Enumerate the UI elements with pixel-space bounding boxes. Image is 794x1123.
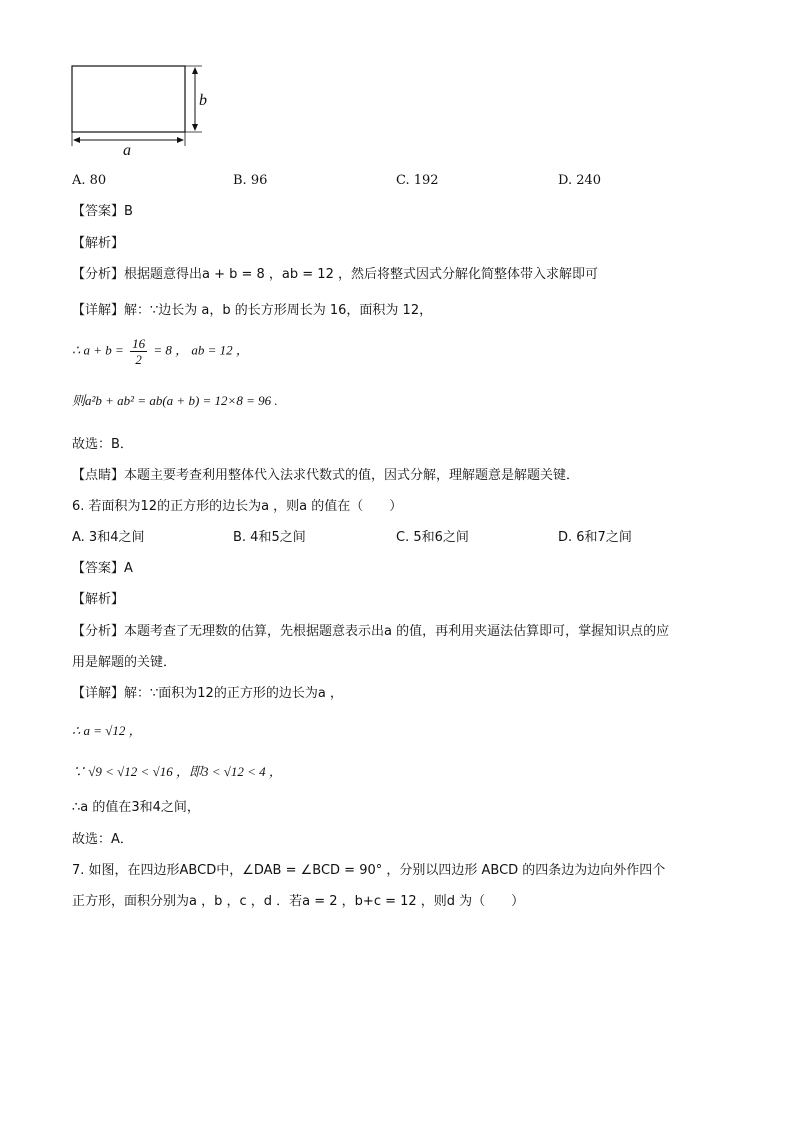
q6-analysis-2: 用是解题的关键．	[72, 655, 177, 670]
q5-option-c: C. 192	[396, 173, 439, 188]
label-a: a	[123, 142, 131, 158]
q5-detail-1: 【详解】解：∵边长为 a，b 的长方形周长为 16，面积为 12，	[72, 303, 433, 318]
q5-analysis: 【分析】根据题意得出a + b = 8 ，ab = 12 ，然后将整式因式分解化简整体带入求解即可	[72, 267, 598, 282]
q6-detail-2: ∴ a = √12 ，	[72, 723, 142, 738]
rectangle-figure	[68, 62, 228, 158]
q5-answer: 【答案】B	[72, 204, 133, 219]
q6-detail-3: ∵ √9 < √12 < √16 ，即3 < √12 < 4 ，	[72, 764, 282, 779]
q6-choice: 故选：A．	[72, 832, 133, 847]
q5-detail-3: 则a²b + ab² = ab(a + b) = 12×8 = 96 .	[72, 393, 278, 408]
q7-stem-1: 7. 如图，在四边形ABCD中，∠DAB = ∠BCD = 90° ，分别以四边形 ABCD 的四条边为边向外作四个	[72, 863, 666, 878]
q6-option-a: A. 3和4之间	[72, 530, 145, 545]
q5-choice: 故选：B．	[72, 437, 133, 452]
q5-option-d: D. 240	[558, 173, 602, 188]
q6-option-d: D. 6和7之间	[558, 530, 632, 545]
q6-answer: 【答案】A	[72, 561, 133, 576]
q5-comment: 【点睛】本题主要考查利用整体代入法求代数式的值，因式分解，理解题意是解题关键．	[72, 468, 580, 483]
q6-detail-1: 【详解】解：∵面积为12的正方形的边长为a ，	[72, 686, 343, 701]
q5-analysis-heading: 【解析】	[72, 236, 125, 251]
fraction	[130, 336, 147, 367]
q6-analysis-1: 【分析】本题考查了无理数的估算，先根据题意表示出a 的值，再利用夹逼法估算即可，掌握知识点的应	[72, 624, 670, 639]
q5-option-a: A. 80	[72, 173, 107, 188]
q5-option-b: B. 96	[233, 173, 268, 188]
q6-detail-4: ∴a 的值在3和4之间，	[72, 800, 200, 815]
rectangle	[72, 66, 185, 132]
q5-detail-2-prefix: ∴ a + b =	[72, 342, 124, 358]
label-b: b	[199, 92, 207, 109]
q6-option-c: C. 5和6之间	[396, 530, 469, 545]
q6-analysis-heading: 【解析】	[72, 592, 125, 607]
fraction-denominator: 2	[135, 352, 142, 367]
q6-stem: 6. 若面积为12的正方形的边长为a ，则a 的值在（ ）	[72, 499, 403, 514]
fraction-numerator: 16	[132, 336, 146, 351]
q5-detail-2	[72, 336, 249, 367]
q5-detail-2-suffix: = 8 ， ab = 12 ，	[153, 342, 249, 358]
q6-option-b: B. 4和5之间	[233, 530, 306, 545]
q7-stem-2: 正方形，面积分别为a ，b ，c ，d ．若a = 2 ，b+c = 12 ，则d 为（ ）	[72, 894, 525, 909]
